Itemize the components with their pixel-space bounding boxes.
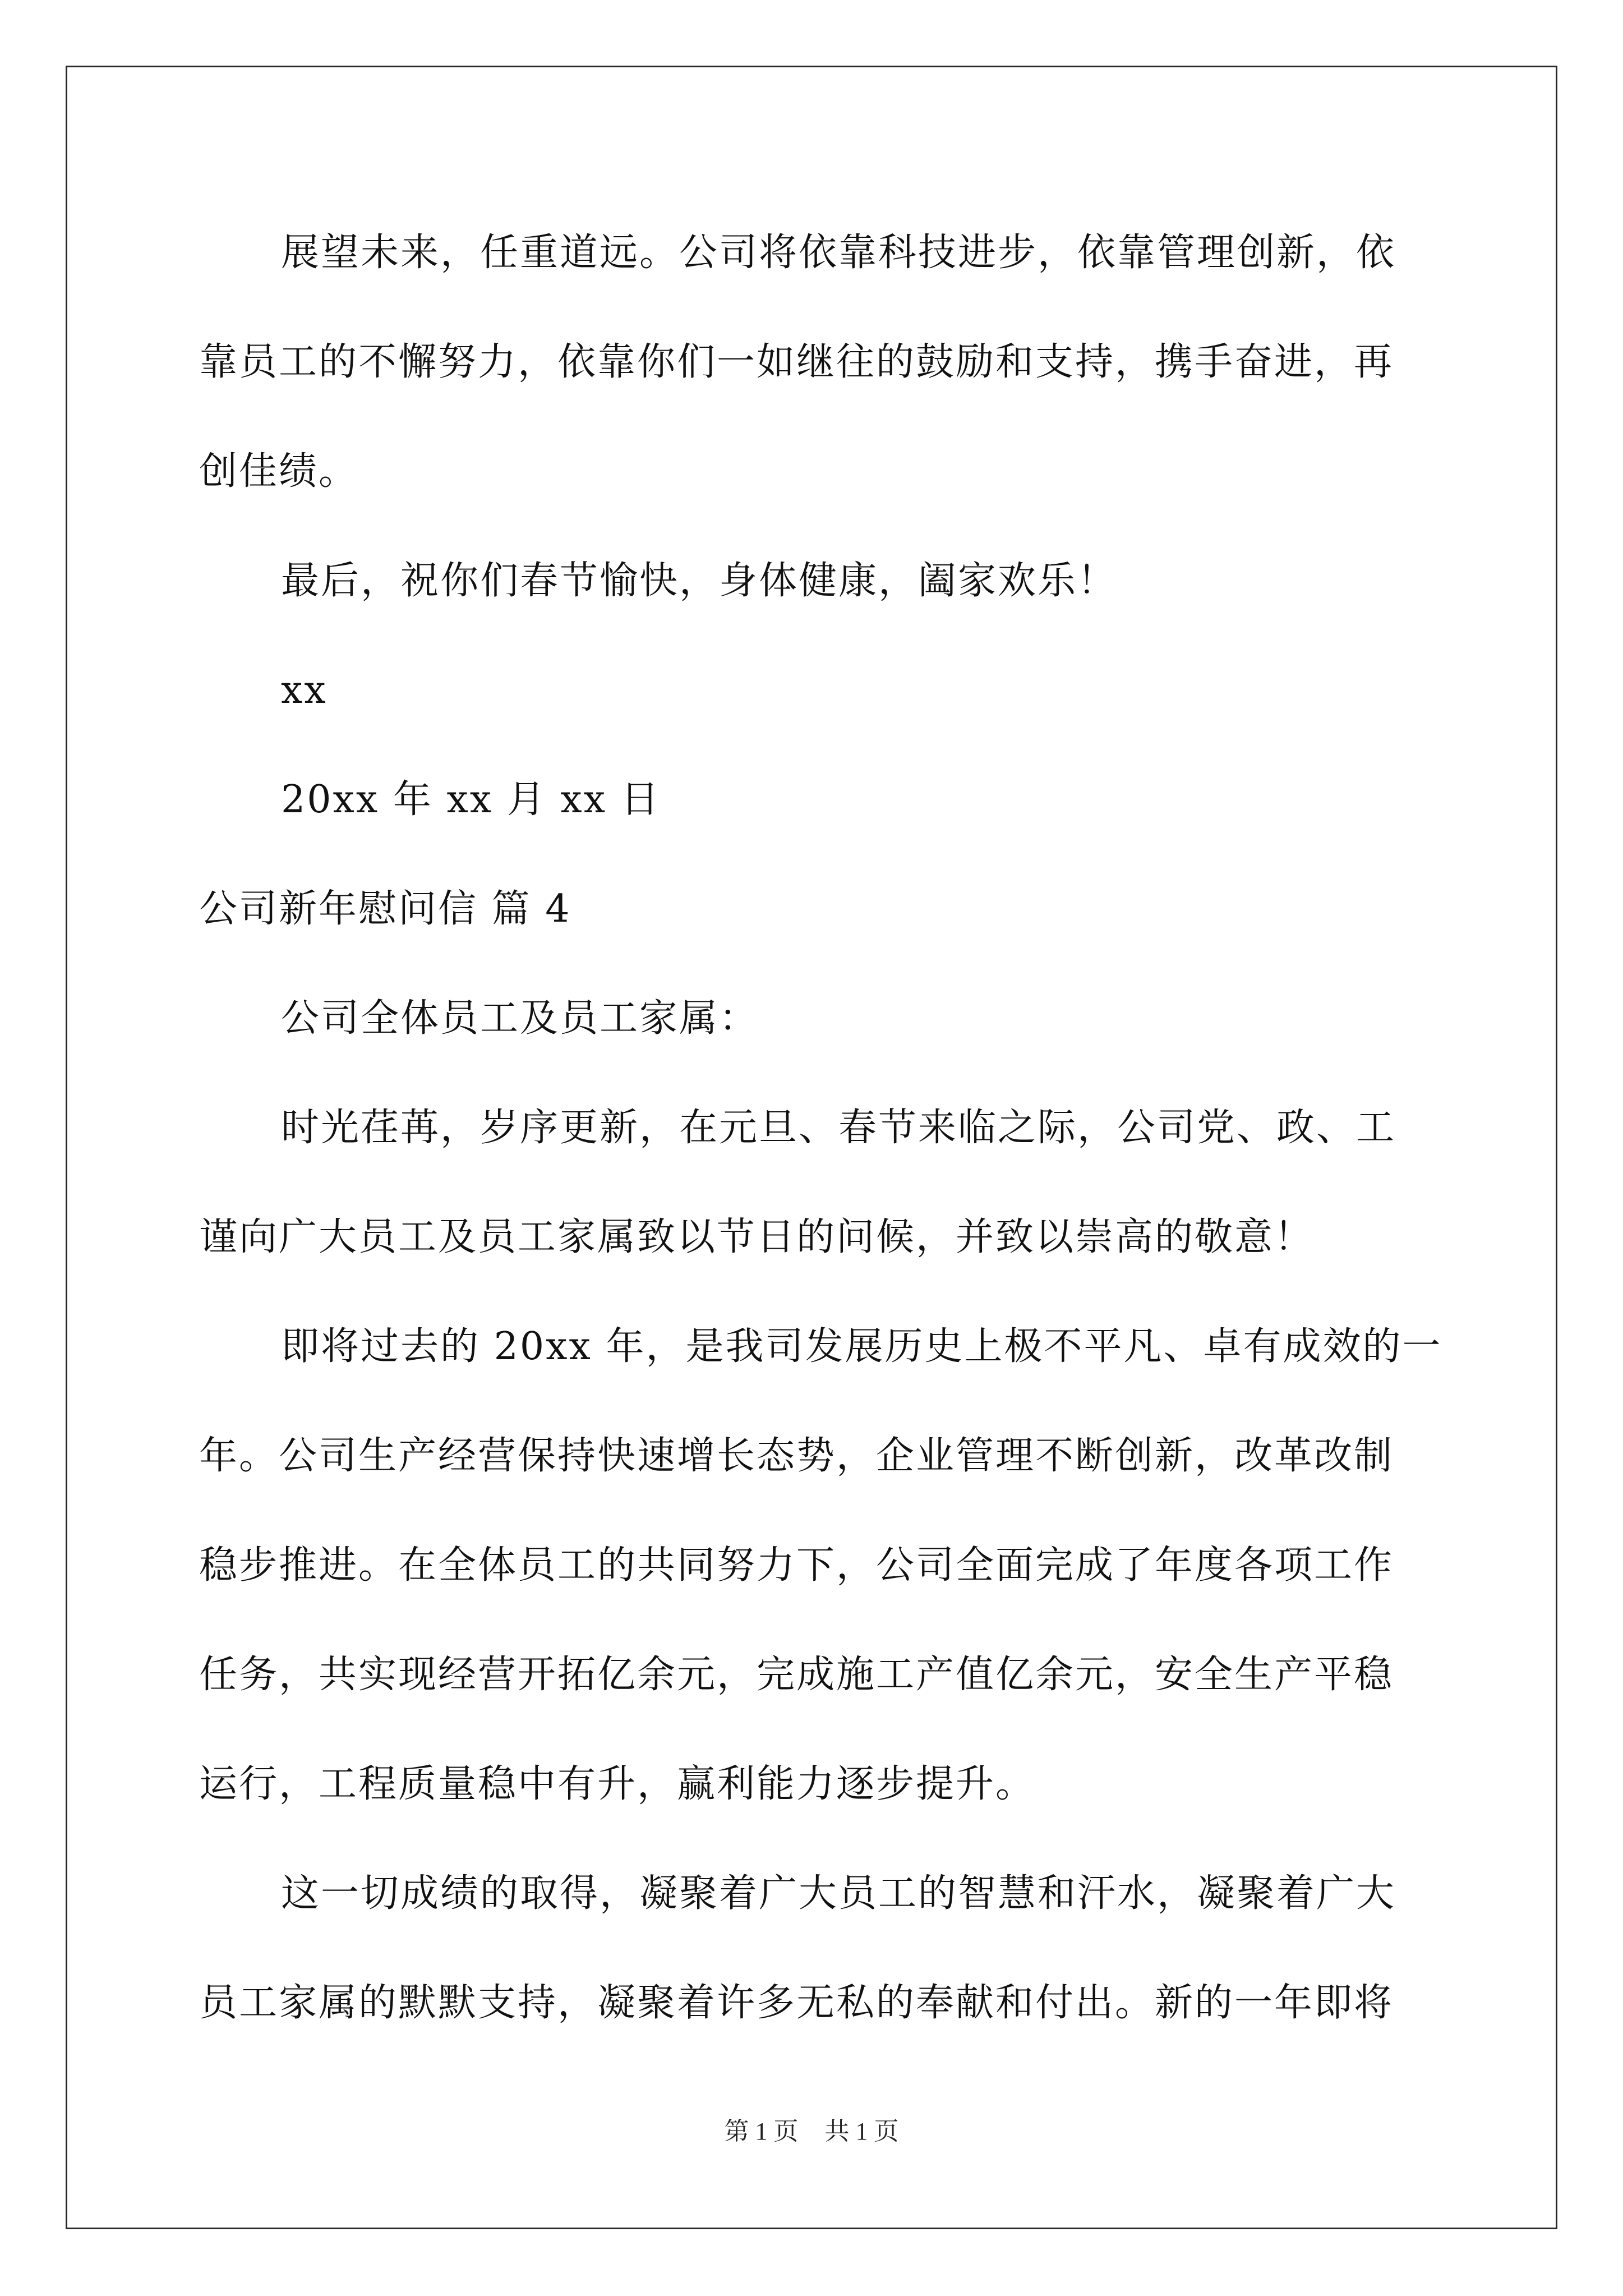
- paragraph-line: 运行，工程质量稳中有升，赢利能力逐步提升。: [199, 1762, 1036, 1806]
- paragraph-line: 谨向广大员工及员工家属致以节日的问候，并致以崇高的敬意！: [199, 1215, 1315, 1259]
- page-total: 共 1 页: [824, 2118, 899, 2145]
- paragraph-line: 这一切成绩的取得，凝聚着广大员工的智慧和汗水，凝聚着广大: [281, 1871, 1396, 1916]
- paragraph-line: 稳步推进。在全体员工的共同努力下，公司全面完成了年度各项工作: [199, 1543, 1394, 1588]
- signature-name: [199, 636, 1427, 745]
- paragraph-achievements: [199, 1839, 1427, 2058]
- paragraph-line: 靠员工的不懈努力，依靠你们一如继往的鼓励和支持，携手奋进，再: [199, 340, 1394, 384]
- page-number: 第 1 页: [724, 2118, 799, 2145]
- paragraph-line: 20xx 年 xx 月 xx 日: [281, 777, 661, 822]
- paragraph-line: 公司全体员工及员工家属：: [281, 996, 759, 1041]
- signature-date: [199, 745, 1427, 854]
- paragraph-line: 即将过去的 20xx 年，是我司发展历史上极不平凡、卓有成效的一: [281, 1324, 1442, 1369]
- paragraph-wishes: [199, 526, 1427, 636]
- paragraph-line: 年。公司生产经营保持快速增长态势，企业管理不断创新，改革改制: [199, 1434, 1394, 1478]
- paragraph-line: 员工家属的默默支持，凝聚着许多无私的奉献和付出。新的一年即将: [199, 1981, 1394, 2025]
- paragraph-line: 任务，共实现经营开拓亿余元，完成施工产值亿余元，安全生产平稳: [199, 1653, 1394, 1697]
- salutation: [199, 964, 1427, 1073]
- paragraph-outlook: [199, 198, 1427, 526]
- paragraph-line: 时光荏苒，岁序更新，在元旦、春节来临之际，公司党、政、工: [281, 1106, 1396, 1150]
- paragraph-line: 最后，祝你们春节愉快，身体健康，阖家欢乐！: [281, 559, 1118, 603]
- page-footer: [0, 2115, 1623, 2148]
- paragraph-line: xx: [281, 668, 328, 712]
- paragraph-line: 展望未来，任重道远。公司将依靠科技进步，依靠管理创新，依: [281, 231, 1396, 275]
- section-heading: 公司新年慰问信 篇 4: [199, 887, 571, 931]
- paragraph-line: 创佳绩。: [199, 449, 359, 494]
- paragraph-greetings: [199, 1073, 1427, 1292]
- paragraph-year-review: [199, 1292, 1442, 1839]
